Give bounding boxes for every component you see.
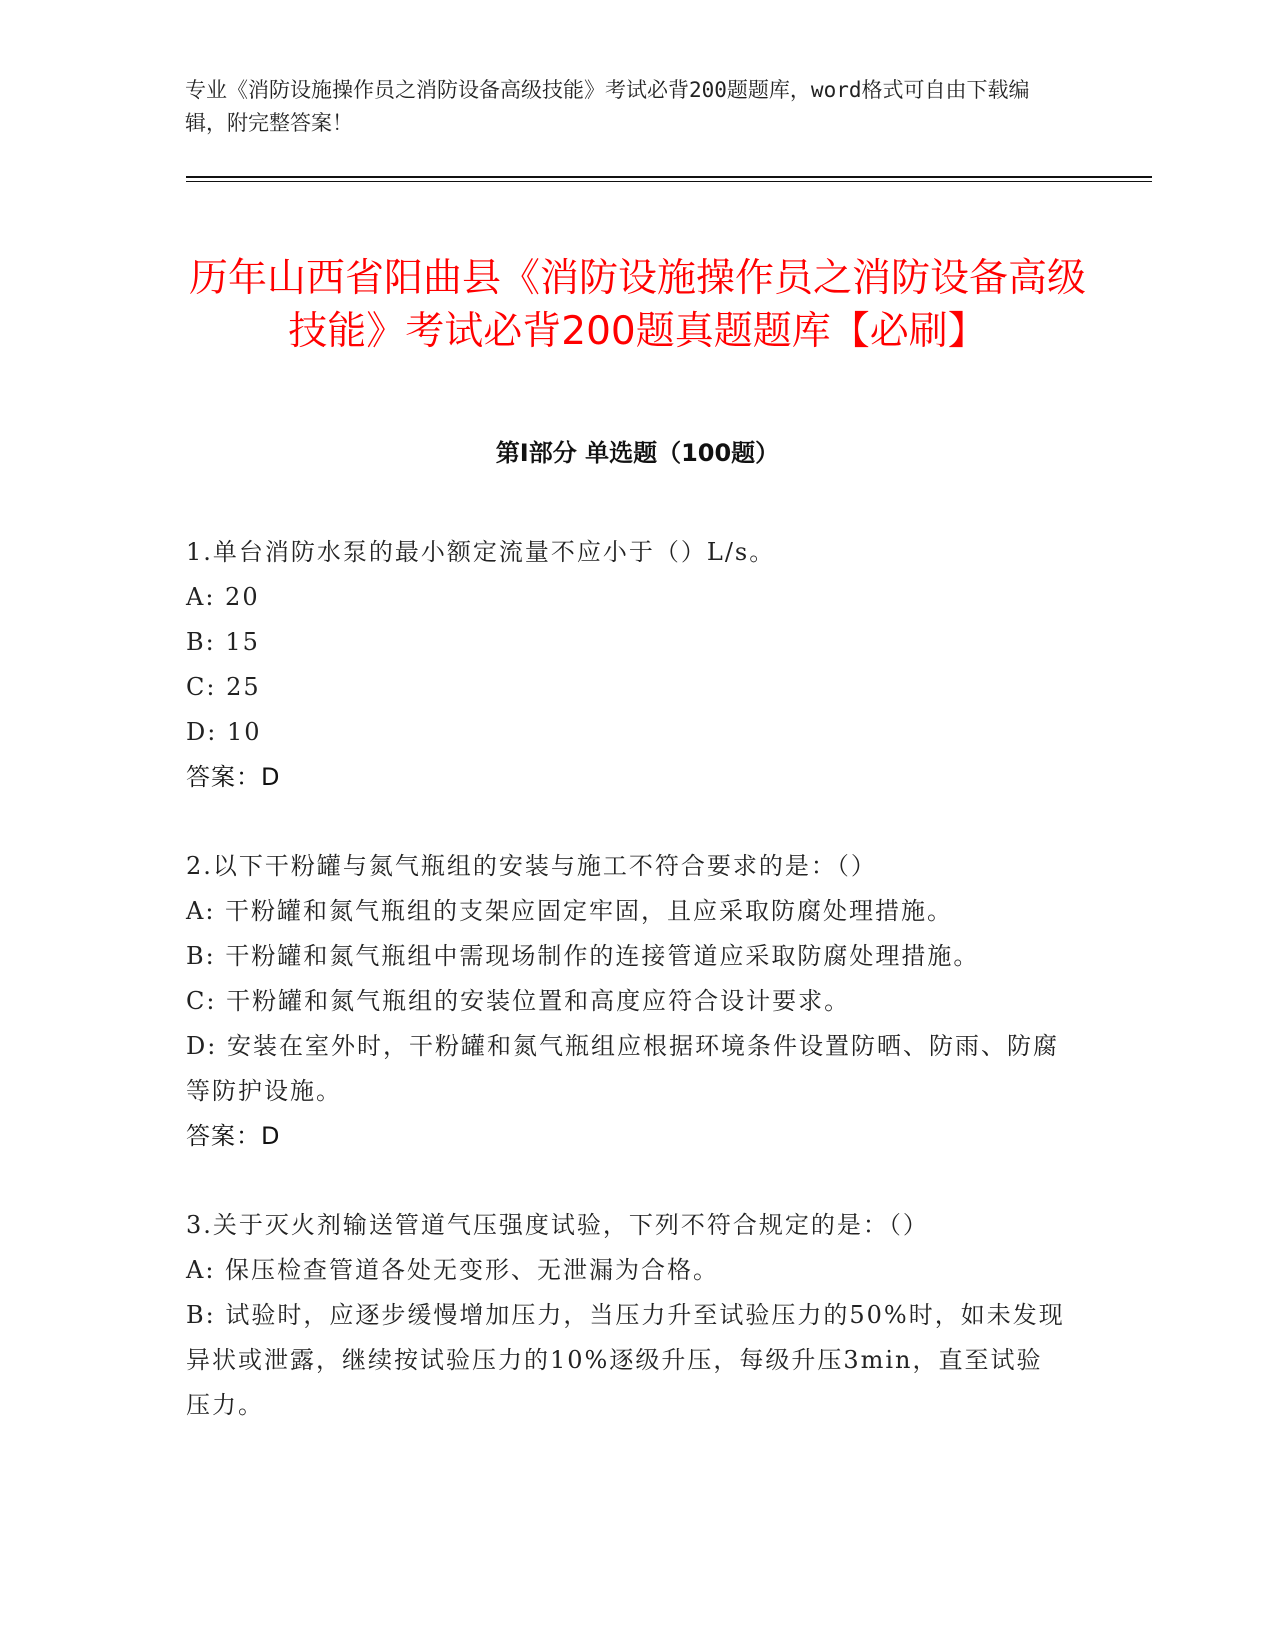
- question-list: [186, 530, 1066, 1472]
- question-1: [186, 530, 1066, 800]
- question-stem: 3.关于灭火剂输送管道气压强度试验，下列不符合规定的是：（）: [186, 1211, 929, 1239]
- option-b: B: 试验时，应逐步缓慢增加压力，当压力升至试验压力的50%时，如未发现异状或泄露，继续按试验压力的10%逐级升压，每级升压3min，直至试验压力。: [186, 1301, 1065, 1419]
- option-b: B: 15: [186, 628, 260, 656]
- option-a: A: 保压检查管道各处无变形、无泄漏为合格。: [186, 1256, 720, 1284]
- document-title: 历年山西省阳曲县《消防设施操作员之消防设备高级技能》考试必背200题真题题库【必刷】: [188, 256, 1086, 355]
- option-d: D: 10: [186, 718, 262, 746]
- option-c: C: 干粉罐和氮气瓶组的安装位置和高度应符合设计要求。: [186, 987, 851, 1015]
- question-stem: 2.以下干粉罐与氮气瓶组的安装与施工不符合要求的是：（）: [186, 852, 877, 880]
- question-2: [186, 844, 1066, 1159]
- answer: 答案：D: [186, 763, 281, 791]
- option-c: C: 25: [186, 673, 261, 701]
- header-divider-thin: [186, 181, 1152, 182]
- question-stem: 1.单台消防水泵的最小额定流量不应小于（）L/s。: [186, 538, 776, 566]
- option-a: A: 20: [186, 583, 260, 611]
- header-note: 专业《消防设施操作员之消防设备高级技能》考试必背200题题库，word格式可自由下载编辑，附完整答案！: [185, 78, 1030, 135]
- answer: 答案：D: [186, 1122, 281, 1150]
- section-title: 第I部分 单选题（100题）: [495, 439, 780, 467]
- option-b: B: 干粉罐和氮气瓶组中需现场制作的连接管道应采取防腐处理措施。: [186, 942, 980, 970]
- option-a: A: 干粉罐和氮气瓶组的支架应固定牢固，且应采取防腐处理措施。: [186, 897, 954, 925]
- header-divider-thick: [186, 176, 1152, 178]
- question-3: [186, 1203, 1066, 1428]
- option-d: D: 安装在室外时，干粉罐和氮气瓶组应根据环境条件设置防晒、防雨、防腐等防护设施。: [186, 1032, 1059, 1105]
